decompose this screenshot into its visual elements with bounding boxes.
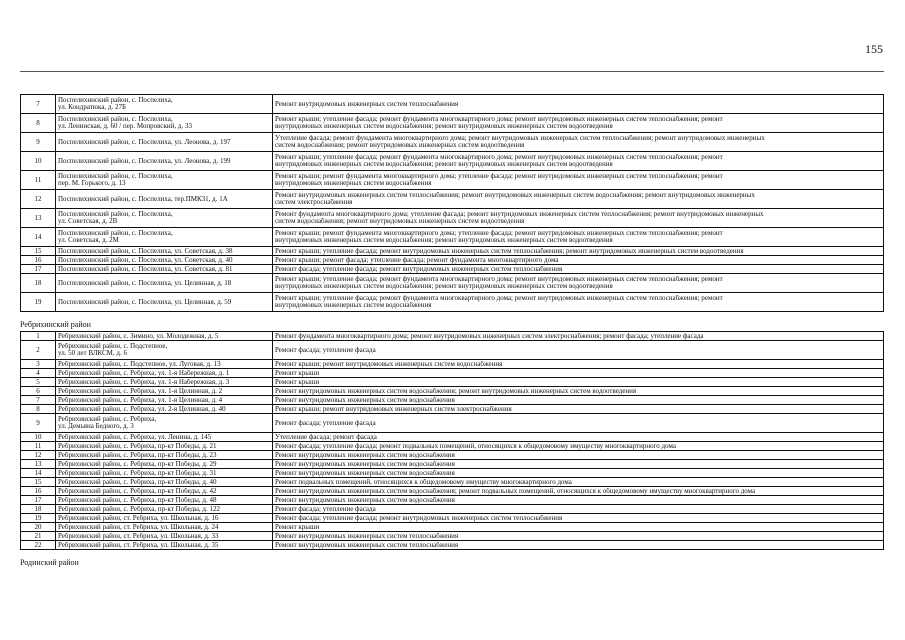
- row-number: 12: [21, 451, 56, 460]
- work-line: Ремонт фасада; утепление фасада; ремонт внутридомовых инженерных систем теплоснабжения: [275, 265, 563, 273]
- table-row: [21, 209, 884, 228]
- work-line: Ремонт внутридомовых инженерных систем водоснабжения; ремонт подвальных помещений, относящихся к общедомовому имуществу многоквартирного дома: [275, 487, 756, 495]
- address-line: Ребрихинский район, с. Зимино, ул. Молодежная, д. 5: [58, 332, 219, 340]
- work-line: Ремонт крыши: [275, 523, 320, 531]
- works-cell: [273, 133, 884, 152]
- address-line: Поспелихинский район, с. Поспелиха, тер.ПМК31, д. 1А: [58, 195, 228, 203]
- address-cell: [56, 369, 273, 378]
- row-number: 22: [21, 541, 56, 550]
- address-cell: [56, 469, 273, 478]
- address-cell: [56, 247, 273, 256]
- work-line: Ремонт внутридомовых инженерных систем теплоснабжения: [275, 100, 459, 108]
- work-line: Ремонт крыши: [275, 369, 320, 377]
- table-body: [21, 95, 884, 312]
- row-number: 2: [21, 341, 56, 360]
- address-line: Ребрихинский район, с. Ребриха, ул. Ленина, д. 145: [58, 433, 212, 441]
- address-cell: [56, 433, 273, 442]
- table-row: [21, 532, 884, 541]
- row-number: 5: [21, 378, 56, 387]
- address-cell: [56, 171, 273, 190]
- works-cell: [273, 360, 884, 369]
- table-row: [21, 433, 884, 442]
- works-cell: [273, 265, 884, 274]
- work-line: систем электроснабжения: [275, 199, 353, 206]
- address-cell: [56, 460, 273, 469]
- table-row: [21, 256, 884, 265]
- address-cell: [56, 396, 273, 405]
- address-line: Ребрихинский район, с. Ребриха, ул. 1-я Набережная, д. 3: [58, 378, 230, 386]
- work-line: Ремонт фундамента многоквартирного дома; утепление фасада; ремонт внутридомовых инженерных систем теплоснабжения; ремонт внутридомовых инженерных: [275, 211, 764, 218]
- address-line: Поспелихинский район, с. Поспелиха,: [58, 97, 173, 104]
- work-line: Ремонт внутридомовых инженерных систем теплоснабжения: [275, 541, 459, 549]
- address-line: пер. М. Горького, д. 13: [58, 180, 126, 187]
- address-line: Ребрихинский район, с. Ребриха, пр-кт Победы, д. 40: [58, 478, 217, 486]
- work-line: Ремонт крыши: [275, 378, 320, 386]
- work-line: Ремонт фундамента многоквартирного дома; ремонт внутридомовых инженерных систем электроснабжения; ремонт фасада; утепление фасада: [275, 332, 704, 340]
- row-number: 14: [21, 228, 56, 247]
- section-gap: [20, 312, 884, 320]
- row-number: 11: [21, 171, 56, 190]
- work-line: Ремонт крыши; ремонт фундамента многоквартирного дома; утепление фасада; ремонт внутридомовых инженерных систем теплоснабжения; ремонт: [275, 230, 723, 237]
- address-line: Поспелихинский район, с. Поспелиха,: [58, 211, 173, 218]
- work-line: систем водоснабжения; ремонт внутридомовых инженерных систем водоотведения: [275, 218, 525, 225]
- row-number: 20: [21, 523, 56, 532]
- row-number: 11: [21, 442, 56, 451]
- table-row: [21, 247, 884, 256]
- works-cell: [273, 387, 884, 396]
- work-line: внутридомовых инженерных систем водоснабжения: [275, 180, 432, 187]
- address-line: ул. Демьяна Бедного, д. 3: [58, 423, 134, 430]
- address-line: Ребрихинский район, с. Подстепное,: [58, 343, 168, 350]
- works-cell: [273, 274, 884, 293]
- address-line: ул. Советская, д. 2В: [58, 218, 118, 225]
- address-line: Ребрихинский район, с. Ребриха, пр-кт Победы, д. 29: [58, 460, 217, 468]
- table-row: [21, 405, 884, 414]
- row-number: 19: [21, 514, 56, 523]
- district-table: [20, 94, 884, 312]
- table-row: [21, 152, 884, 171]
- work-line: Утепление фасада; ремонт фундамента многоквартирного дома; ремонт внутридомовых инженерных систем теплоснабжения; ремонт внутридомовых инженерных: [275, 135, 765, 142]
- work-line: Ремонт подвальных помещений, относящихся к общедомовому имуществу многоквартирного дома: [275, 478, 572, 486]
- table-row: [21, 95, 884, 114]
- row-number: 13: [21, 209, 56, 228]
- address-line: Поспелихинский район, с. Поспелиха, ул. Леонова, д. 199: [58, 157, 231, 165]
- address-cell: [56, 442, 273, 451]
- works-cell: [273, 114, 884, 133]
- table-row: [21, 396, 884, 405]
- works-cell: [273, 247, 884, 256]
- table-row: [21, 114, 884, 133]
- row-number: 6: [21, 387, 56, 396]
- address-line: Ребрихинский район, с. Ребриха, ул. 1-я Набережная, д. 1: [58, 369, 230, 377]
- work-line: Ремонт внутридомовых инженерных систем водоснабжения: [275, 451, 455, 459]
- address-line: Поспелихинский район, с. Поспелиха, ул. Советская, д. 38: [58, 247, 233, 255]
- address-cell: [56, 152, 273, 171]
- works-cell: [273, 442, 884, 451]
- work-line: Утепление фасада; ремонт фасада: [275, 433, 377, 441]
- address-line: Ребрихинский район, с. Ребриха, пр-кт Победы, д. 42: [58, 487, 217, 495]
- works-cell: [273, 523, 884, 532]
- address-cell: [56, 478, 273, 487]
- row-number: 4: [21, 369, 56, 378]
- works-cell: [273, 405, 884, 414]
- row-number: 13: [21, 460, 56, 469]
- works-cell: [273, 341, 884, 360]
- address-cell: [56, 190, 273, 209]
- works-cell: [273, 541, 884, 550]
- address-line: Ребрихинский район, с. Ребриха, пр-кт Победы, д. 23: [58, 451, 217, 459]
- table-row: [21, 487, 884, 496]
- table-row: [21, 414, 884, 433]
- page-number: 155: [865, 42, 883, 56]
- row-number: 21: [21, 532, 56, 541]
- work-line: Ремонт внутридомовых инженерных систем водоснабжения; ремонт внутридомовых инженерных систем водоотведения: [275, 387, 637, 395]
- works-cell: [273, 514, 884, 523]
- table-row: [21, 190, 884, 209]
- row-number: 17: [21, 496, 56, 505]
- works-cell: [273, 433, 884, 442]
- work-line: Ремонт фасада; утепление фасада: [275, 505, 376, 513]
- row-number: 18: [21, 274, 56, 293]
- work-line: Ремонт внутридомовых инженерных систем теплоснабжения: [275, 532, 459, 540]
- row-number: 12: [21, 190, 56, 209]
- work-line: внутридомовых инженерных систем водоснабжения; ремонт внутридомовых инженерных систем водоотведения: [275, 283, 613, 290]
- works-cell: [273, 414, 884, 433]
- address-line: Поспелихинский район, с. Поспелиха,: [58, 116, 173, 123]
- works-cell: [273, 293, 884, 312]
- works-cell: [273, 496, 884, 505]
- works-cell: [273, 460, 884, 469]
- table-row: [21, 387, 884, 396]
- table-row: [21, 451, 884, 460]
- row-number: 14: [21, 469, 56, 478]
- address-cell: [56, 487, 273, 496]
- table-row: [21, 133, 884, 152]
- row-number: 19: [21, 293, 56, 312]
- address-cell: [56, 265, 273, 274]
- work-line: Ремонт внутридомовых инженерных систем водоснабжения: [275, 496, 455, 504]
- address-cell: [56, 414, 273, 433]
- works-cell: [273, 171, 884, 190]
- address-line: ул. Кондратюка, д. 27Б: [58, 104, 127, 111]
- works-cell: [273, 190, 884, 209]
- works-cell: [273, 369, 884, 378]
- address-cell: [56, 505, 273, 514]
- address-line: ул. Советская, д. 2М: [58, 237, 119, 244]
- row-number: 8: [21, 405, 56, 414]
- work-line: систем водоснабжения; ремонт внутридомовых инженерных систем водоотведения: [275, 142, 525, 149]
- address-cell: [56, 228, 273, 247]
- address-cell: [56, 514, 273, 523]
- works-cell: [273, 332, 884, 341]
- address-line: Ребрихинский район, с. Ребриха, пр-кт Победы, д. 31: [58, 469, 217, 477]
- work-line: Ремонт фасада; утепление фасада; ремонт подвальных помещений, относящихся к общедомовому имуществу многоквартирного дома: [275, 442, 676, 450]
- work-line: Ремонт крыши; утепление фасада; ремонт фундамента многоквартирного дома; ремонт внутридомовых инженерных систем теплоснабжения; ремонт: [275, 154, 723, 161]
- district-table: [20, 331, 884, 550]
- works-cell: [273, 396, 884, 405]
- work-line: Ремонт крыши; ремонт фасада; утепление фасада; ремонт фундамента многоквартирного дома: [275, 256, 559, 264]
- address-cell: [56, 496, 273, 505]
- address-cell: [56, 523, 273, 532]
- work-line: Ремонт крыши; ремонт внутридомовых инженерных систем водоснабжения: [275, 360, 503, 368]
- work-line: Ремонт фасада; утепление фасада: [275, 346, 376, 354]
- row-number: 15: [21, 478, 56, 487]
- address-line: Поспелихинский район, с. Поспелиха,: [58, 230, 173, 237]
- address-cell: [56, 293, 273, 312]
- document-content: [20, 94, 884, 569]
- table-row: [21, 274, 884, 293]
- address-line: Поспелихинский район, с. Поспелиха,: [58, 173, 173, 180]
- work-line: внутридомовых инженерных систем водоснабжения; ремонт внутридомовых инженерных систем водоотведения: [275, 123, 613, 130]
- address-line: Ребрихинский район, ст. Ребриха, ул. Школьная, д. 16: [58, 514, 219, 522]
- table-row: [21, 228, 884, 247]
- section-title: Родинский район: [20, 558, 79, 567]
- address-cell: [56, 133, 273, 152]
- work-line: Ремонт крыши; ремонт внутридомовых инженерных систем электроснабжения: [275, 405, 512, 413]
- address-cell: [56, 387, 273, 396]
- work-line: внутридомовых инженерных систем водоснабжения; ремонт внутридомовых инженерных систем водоотведения: [275, 237, 613, 244]
- table-row: [21, 442, 884, 451]
- address-line: Ребрихинский район, ст. Ребриха, ул. Школьная, д. 35: [58, 541, 219, 549]
- row-number: 9: [21, 414, 56, 433]
- address-line: Ребрихинский район, с. Ребриха,: [58, 416, 157, 423]
- row-number: 9: [21, 133, 56, 152]
- row-number: 7: [21, 95, 56, 114]
- row-number: 18: [21, 505, 56, 514]
- address-cell: [56, 451, 273, 460]
- section-title: Ребрихинский район: [20, 320, 91, 329]
- works-cell: [273, 378, 884, 387]
- address-line: Ребрихинский район, с. Ребриха, пр-кт Победы, д. 122: [58, 505, 220, 513]
- works-cell: [273, 209, 884, 228]
- works-cell: [273, 451, 884, 460]
- table-row: [21, 171, 884, 190]
- address-line: Поспелихинский район, с. Поспелиха, ул. Советская, д. 81: [58, 265, 233, 273]
- address-cell: [56, 341, 273, 360]
- row-number: 15: [21, 247, 56, 256]
- table-row: [21, 541, 884, 550]
- table-row: [21, 478, 884, 487]
- row-number: 8: [21, 114, 56, 133]
- table-body: [21, 332, 884, 550]
- table-row: [21, 523, 884, 532]
- work-line: Ремонт фасада; утепление фасада; ремонт внутридомовых инженерных систем теплоснабжения: [275, 514, 563, 522]
- table-row: [21, 469, 884, 478]
- table-row: [21, 505, 884, 514]
- address-cell: [56, 405, 273, 414]
- section-gap: [20, 550, 884, 558]
- address-cell: [56, 95, 273, 114]
- row-number: 16: [21, 256, 56, 265]
- address-line: Поспелихинский район, с. Поспелиха, ул. Советская, д. 40: [58, 256, 233, 264]
- address-line: Ребрихинский район, с. Подстепное, ул. Луговая, д. 13: [58, 360, 221, 368]
- table-row: [21, 265, 884, 274]
- row-number: 1: [21, 332, 56, 341]
- work-line: Ремонт фасада; утепление фасада: [275, 419, 376, 427]
- address-line: Ребрихинский район, с. Ребриха, пр-кт Победы, д. 48: [58, 496, 217, 504]
- row-number: 16: [21, 487, 56, 496]
- address-cell: [56, 360, 273, 369]
- row-number: 10: [21, 152, 56, 171]
- row-number: 10: [21, 433, 56, 442]
- work-line: Ремонт внутридомовых инженерных систем теплоснабжения; ремонт внутридомовых инженерных систем водоснабжения; ремонт внутридомовых инженерных: [275, 192, 755, 199]
- address-line: Поспелихинский район, с. Поспелиха, ул. Целинная, д. 59: [58, 298, 232, 306]
- works-cell: [273, 487, 884, 496]
- work-line: Ремонт внутридомовых инженерных систем водоснабжения: [275, 396, 455, 404]
- table-row: [21, 341, 884, 360]
- address-line: Поспелихинский район, с. Поспелиха, ул. Целинная, д. 18: [58, 279, 232, 287]
- table-row: [21, 332, 884, 341]
- work-line: Ремонт внутридомовых инженерных систем водоснабжения: [275, 469, 455, 477]
- works-cell: [273, 228, 884, 247]
- works-cell: [273, 469, 884, 478]
- works-cell: [273, 532, 884, 541]
- table-row: [21, 293, 884, 312]
- works-cell: [273, 152, 884, 171]
- address-cell: [56, 541, 273, 550]
- work-line: Ремонт крыши; утепление фасада; ремонт фундамента многоквартирного дома; ремонт внутридомовых инженерных систем теплоснабжения; ремонт: [275, 116, 723, 123]
- table-row: [21, 369, 884, 378]
- section-header: [20, 320, 884, 330]
- table-row: [21, 360, 884, 369]
- address-line: ул. 50 лет ВЛКСМ, д. 6: [58, 350, 127, 357]
- address-cell: [56, 378, 273, 387]
- works-cell: [273, 256, 884, 265]
- works-cell: [273, 95, 884, 114]
- section-header: [20, 558, 884, 568]
- address-cell: [56, 274, 273, 293]
- row-number: 7: [21, 396, 56, 405]
- address-line: Ребрихинский район, с. Ребриха, ул. 1-я Целинная, д. 4: [58, 396, 223, 404]
- work-line: Ремонт крыши; утепление фасада; ремонт фундамента многоквартирного дома; ремонт внутридомовых инженерных систем теплоснабжения; ремонт: [275, 295, 723, 302]
- address-cell: [56, 532, 273, 541]
- table-row: [21, 378, 884, 387]
- address-cell: [56, 332, 273, 341]
- address-cell: [56, 256, 273, 265]
- work-line: Ремонт крыши; утепление фасада; ремонт фундамента многоквартирного дома; ремонт внутридомовых инженерных систем теплоснабжения; ремонт: [275, 276, 723, 283]
- works-cell: [273, 505, 884, 514]
- header-rule: [20, 71, 884, 72]
- address-line: Поспелихинский район, с. Поспелиха, ул. Леонова, д. 197: [58, 138, 231, 146]
- work-line: Ремонт крыши; утепление фасада; ремонт внутридомовых инженерных систем теплоснабжения; ремонт внутридомовых инженерных систем водоотведения: [275, 247, 744, 255]
- address-line: Ребрихинский район, с. Ребриха, ул. 2-я Целинная, д. 40: [58, 405, 226, 413]
- address-line: Ребрихинский район, ст. Ребриха, ул. Школьная, д. 33: [58, 532, 219, 540]
- address-line: Ребрихинский район, с. Ребриха, пр-кт Победы, д. 21: [58, 442, 217, 450]
- address-line: Ребрихинский район, с. Ребриха, ул. 1-я Целинная, д. 2: [58, 387, 223, 395]
- table-row: [21, 496, 884, 505]
- work-line: внутридомовых инженерных систем водоснабжения: [275, 302, 432, 309]
- work-line: внутридомовых инженерных систем водоснабжения; ремонт внутридомовых инженерных систем водоотведения: [275, 161, 613, 168]
- address-cell: [56, 209, 273, 228]
- works-cell: [273, 478, 884, 487]
- row-number: 17: [21, 265, 56, 274]
- work-line: Ремонт крыши; ремонт фундамента многоквартирного дома; утепление фасада; ремонт внутридомовых инженерных систем теплоснабжения; ремонт: [275, 173, 723, 180]
- address-line: ул. Ленинская, д. 60 / пер. Мопровский, д. 33: [58, 123, 192, 130]
- address-line: Ребрихинский район, ст. Ребриха, ул. Школьная, д. 24: [58, 523, 219, 531]
- row-number: 3: [21, 360, 56, 369]
- work-line: Ремонт внутридомовых инженерных систем водоснабжения: [275, 460, 455, 468]
- table-row: [21, 514, 884, 523]
- table-row: [21, 460, 884, 469]
- address-cell: [56, 114, 273, 133]
